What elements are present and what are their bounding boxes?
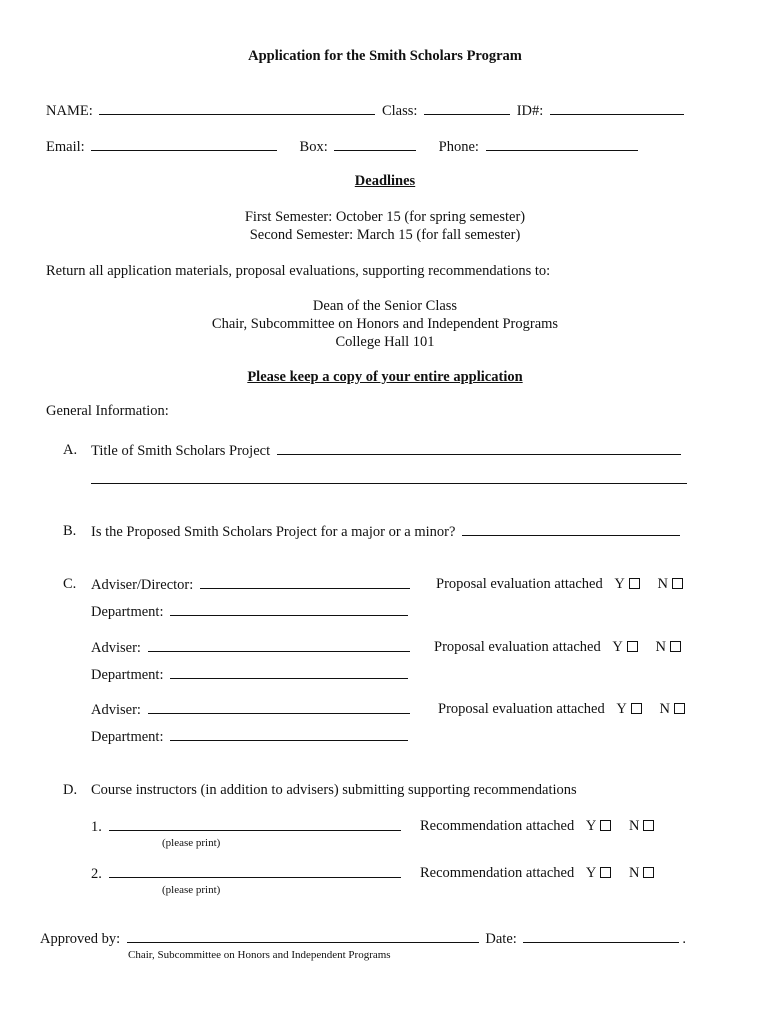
address-line-3: College Hall 101 [335, 334, 435, 350]
return-instructions: Return all application materials, proposal evaluations, supporting recommendations to: [46, 263, 551, 279]
adviser-label: Adviser: [91, 640, 141, 656]
department-field-2[interactable] [170, 665, 408, 679]
adviser-row-3 [91, 700, 413, 719]
yes-checkbox[interactable] [627, 641, 638, 652]
contact-row [46, 137, 641, 156]
approved-by-field[interactable] [127, 929, 479, 943]
no-label: N [628, 865, 640, 881]
date-label: Date: [485, 931, 517, 947]
yes-label: Y [616, 701, 627, 717]
proposal-evaluation-label: Proposal evaluation attached [438, 701, 605, 717]
proposal-evaluation-label: Proposal evaluation attached [434, 639, 601, 655]
class-field[interactable] [424, 101, 510, 115]
yes-checkbox[interactable] [600, 820, 611, 831]
name-field[interactable] [99, 101, 375, 115]
adviser-field-3[interactable] [148, 700, 410, 714]
id-field[interactable] [550, 101, 684, 115]
section-a-row [91, 441, 684, 460]
department-field-1[interactable] [170, 602, 408, 616]
department-row-2 [91, 665, 411, 684]
adviser-director-label: Adviser/Director: [91, 577, 194, 593]
major-minor-label: Is the Proposed Smith Scholars Project for a major or a minor? [91, 524, 456, 540]
box-field[interactable] [334, 137, 416, 151]
date-field[interactable] [523, 929, 679, 943]
deadline-first: First Semester: October 15 (for spring semester) [244, 209, 526, 225]
recommendation-1 [420, 817, 654, 835]
form-title: Application for the Smith Scholars Program [248, 48, 522, 64]
no-checkbox[interactable] [643, 820, 654, 831]
yes-checkbox[interactable] [600, 867, 611, 878]
name-label: NAME: [46, 103, 93, 119]
project-title-field-continued[interactable] [91, 470, 687, 484]
project-title-field-continued-row [91, 470, 687, 489]
instructor-row-1 [91, 817, 404, 836]
no-label: N [628, 818, 640, 834]
no-label: N [655, 639, 666, 655]
recommendation-2 [420, 864, 654, 882]
yes-label: Y [585, 865, 597, 881]
recommendation-label: Recommendation attached [420, 818, 575, 834]
name-row [46, 101, 687, 120]
department-row-1 [91, 602, 411, 621]
department-label: Department: [91, 604, 164, 620]
project-title-field[interactable] [277, 441, 681, 455]
major-minor-field[interactable] [462, 522, 680, 536]
no-checkbox[interactable] [643, 867, 654, 878]
approval-signer: Chair, Subcommittee on Honors and Independent Programs [128, 949, 391, 961]
no-label: N [657, 576, 668, 592]
address-line-2: Chair, Subcommittee on Honors and Independent Programs [211, 316, 559, 332]
adviser-label: Adviser: [91, 702, 141, 718]
department-label: Department: [91, 729, 164, 745]
address-line-1: Dean of the Senior Class [312, 298, 458, 314]
proposal-evaluation-1 [436, 575, 683, 593]
yes-checkbox[interactable] [631, 703, 642, 714]
deadline-second: Second Semester: March 15 (for fall semester) [249, 227, 521, 243]
item-number-1: 1. [91, 819, 102, 835]
yes-label: Y [612, 639, 623, 655]
recommendation-label: Recommendation attached [420, 865, 575, 881]
adviser-director-row [91, 575, 413, 594]
no-checkbox[interactable] [674, 703, 685, 714]
instructor-field-1[interactable] [109, 817, 401, 831]
adviser-director-field[interactable] [200, 575, 410, 589]
phone-label: Phone: [438, 139, 479, 155]
adviser-row-2 [91, 638, 413, 657]
proposal-evaluation-2 [434, 638, 681, 656]
yes-checkbox[interactable] [629, 578, 640, 589]
class-label: Class: [381, 103, 418, 119]
yes-label: Y [585, 818, 597, 834]
no-checkbox[interactable] [670, 641, 681, 652]
please-print-2: (please print) [162, 884, 221, 896]
please-print-1: (please print) [162, 837, 221, 849]
no-label: N [659, 701, 670, 717]
id-label: ID#: [516, 103, 544, 119]
box-label: Box: [299, 139, 328, 155]
project-title-label: Title of Smith Scholars Project [91, 443, 271, 459]
department-label: Department: [91, 667, 164, 683]
deadlines-heading: Deadlines [354, 173, 416, 189]
phone-field[interactable] [486, 137, 638, 151]
instructor-field-2[interactable] [109, 864, 401, 878]
approved-by-label: Approved by: [40, 931, 121, 947]
department-row-3 [91, 727, 411, 746]
instructor-row-2 [91, 864, 404, 883]
email-field[interactable] [91, 137, 277, 151]
section-a-letter: A. [63, 442, 78, 458]
section-d-text: Course instructors (in addition to advisers) submitting supporting recommendations [91, 782, 577, 798]
date-period: . [682, 931, 687, 947]
section-b-row [91, 522, 683, 541]
section-c-letter: C. [63, 576, 77, 592]
section-d-letter: D. [63, 782, 78, 798]
proposal-evaluation-label: Proposal evaluation attached [436, 576, 603, 592]
no-checkbox[interactable] [672, 578, 683, 589]
item-number-2: 2. [91, 866, 102, 882]
general-info-heading: General Information: [46, 403, 169, 419]
email-label: Email: [46, 139, 85, 155]
department-field-3[interactable] [170, 727, 408, 741]
section-b-letter: B. [63, 523, 77, 539]
proposal-evaluation-3 [438, 700, 685, 718]
adviser-field-2[interactable] [148, 638, 410, 652]
yes-label: Y [614, 576, 625, 592]
keep-copy-notice: Please keep a copy of your entire application [247, 369, 523, 385]
